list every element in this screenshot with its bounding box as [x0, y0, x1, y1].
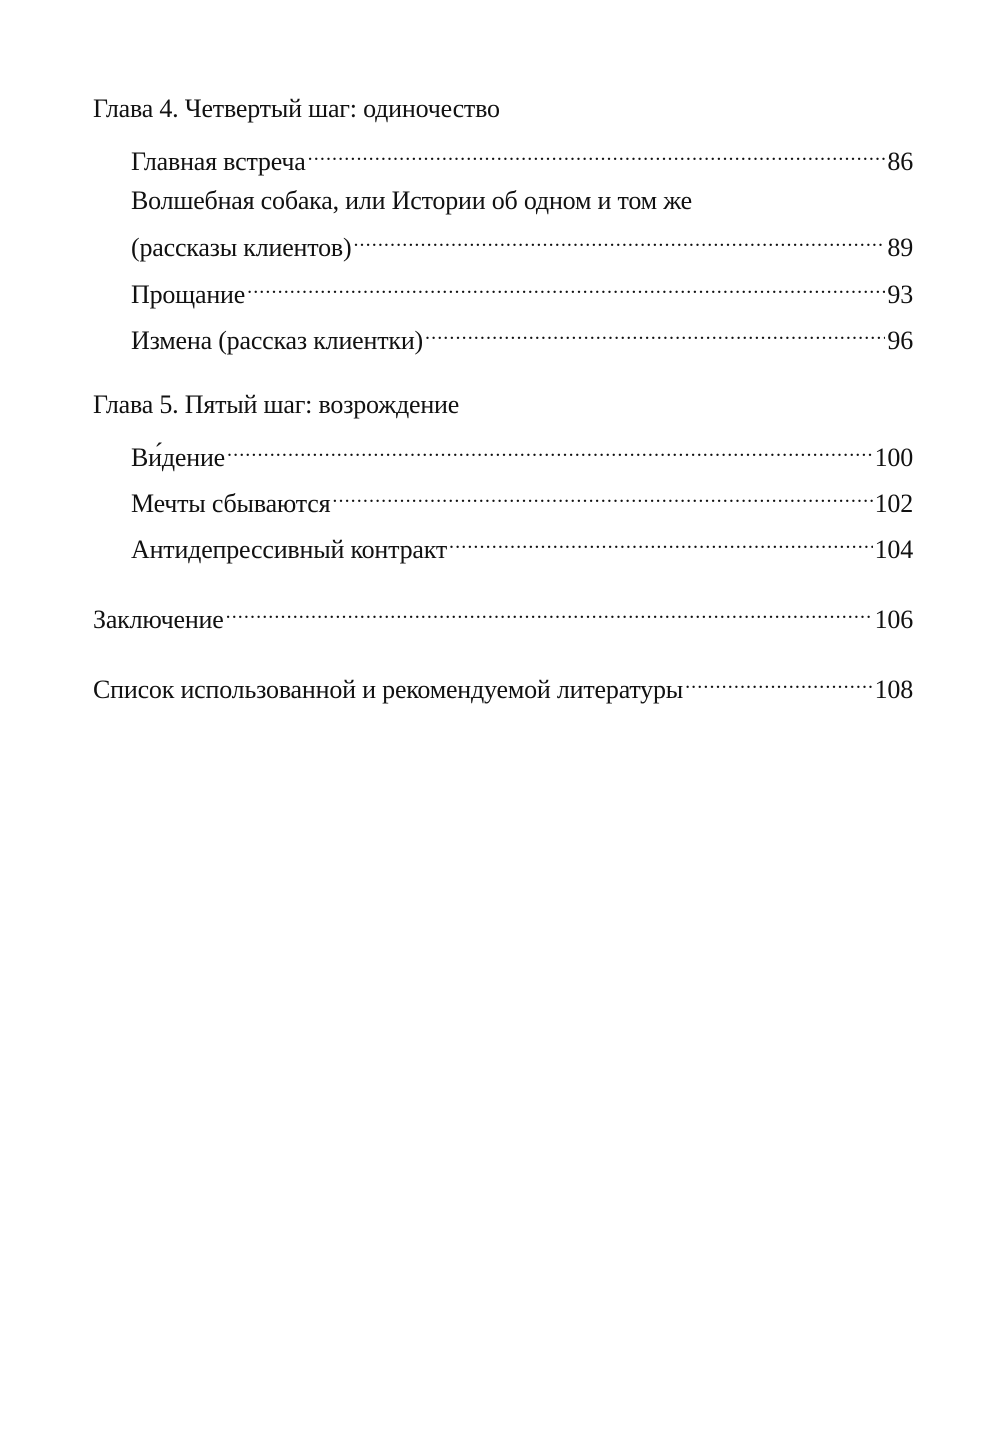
page-number: 104 [874, 535, 913, 564]
page-number: 108 [874, 675, 913, 704]
page-number: 100 [874, 443, 913, 472]
entry-title: Антидепрессивный контракт [131, 535, 448, 564]
dot-leader [308, 140, 886, 170]
page-number: 106 [874, 605, 913, 634]
toc-entry[interactable] [131, 436, 913, 473]
dot-leader [425, 319, 885, 349]
page-number: 89 [887, 233, 913, 262]
toc-entry[interactable] [131, 140, 913, 177]
dot-leader [449, 528, 873, 558]
entry-title: Главная встреча [131, 147, 306, 176]
entry-title: Заключение [93, 605, 224, 634]
page-number: 86 [887, 147, 913, 176]
toc-entry[interactable] [131, 482, 913, 519]
toc-entry[interactable] [131, 226, 913, 263]
dot-leader [332, 482, 872, 512]
toc-entry[interactable] [131, 273, 913, 310]
entry-title-line: Волшебная собака, или Истории об одном и том же [131, 186, 692, 215]
chapter-heading: Глава 5. Пятый шаг: возрождение [93, 390, 460, 419]
chapter-heading: Глава 4. Четвертый шаг: одиночество [93, 94, 500, 123]
toc-entry[interactable] [131, 528, 913, 565]
entry-title: (рассказы клиентов) [131, 233, 352, 262]
toc-entry[interactable] [93, 598, 913, 635]
entry-title: Прощание [131, 280, 246, 309]
page-number: 93 [887, 280, 913, 309]
dot-leader [247, 273, 885, 303]
entry-title: Мечты сбываются [131, 489, 331, 518]
page-number: 102 [874, 489, 913, 518]
entry-title: Ви́дение [131, 443, 225, 472]
toc-entry[interactable] [93, 668, 913, 705]
dot-leader [226, 598, 873, 628]
dot-leader [353, 226, 885, 256]
toc-entry[interactable] [131, 319, 913, 356]
dot-leader [227, 436, 873, 466]
entry-title: Измена (рассказ клиентки) [131, 326, 423, 355]
dot-leader [685, 668, 873, 698]
entry-title: Список использованной и рекомендуемой литературы [93, 675, 684, 704]
page-number: 96 [887, 326, 913, 355]
